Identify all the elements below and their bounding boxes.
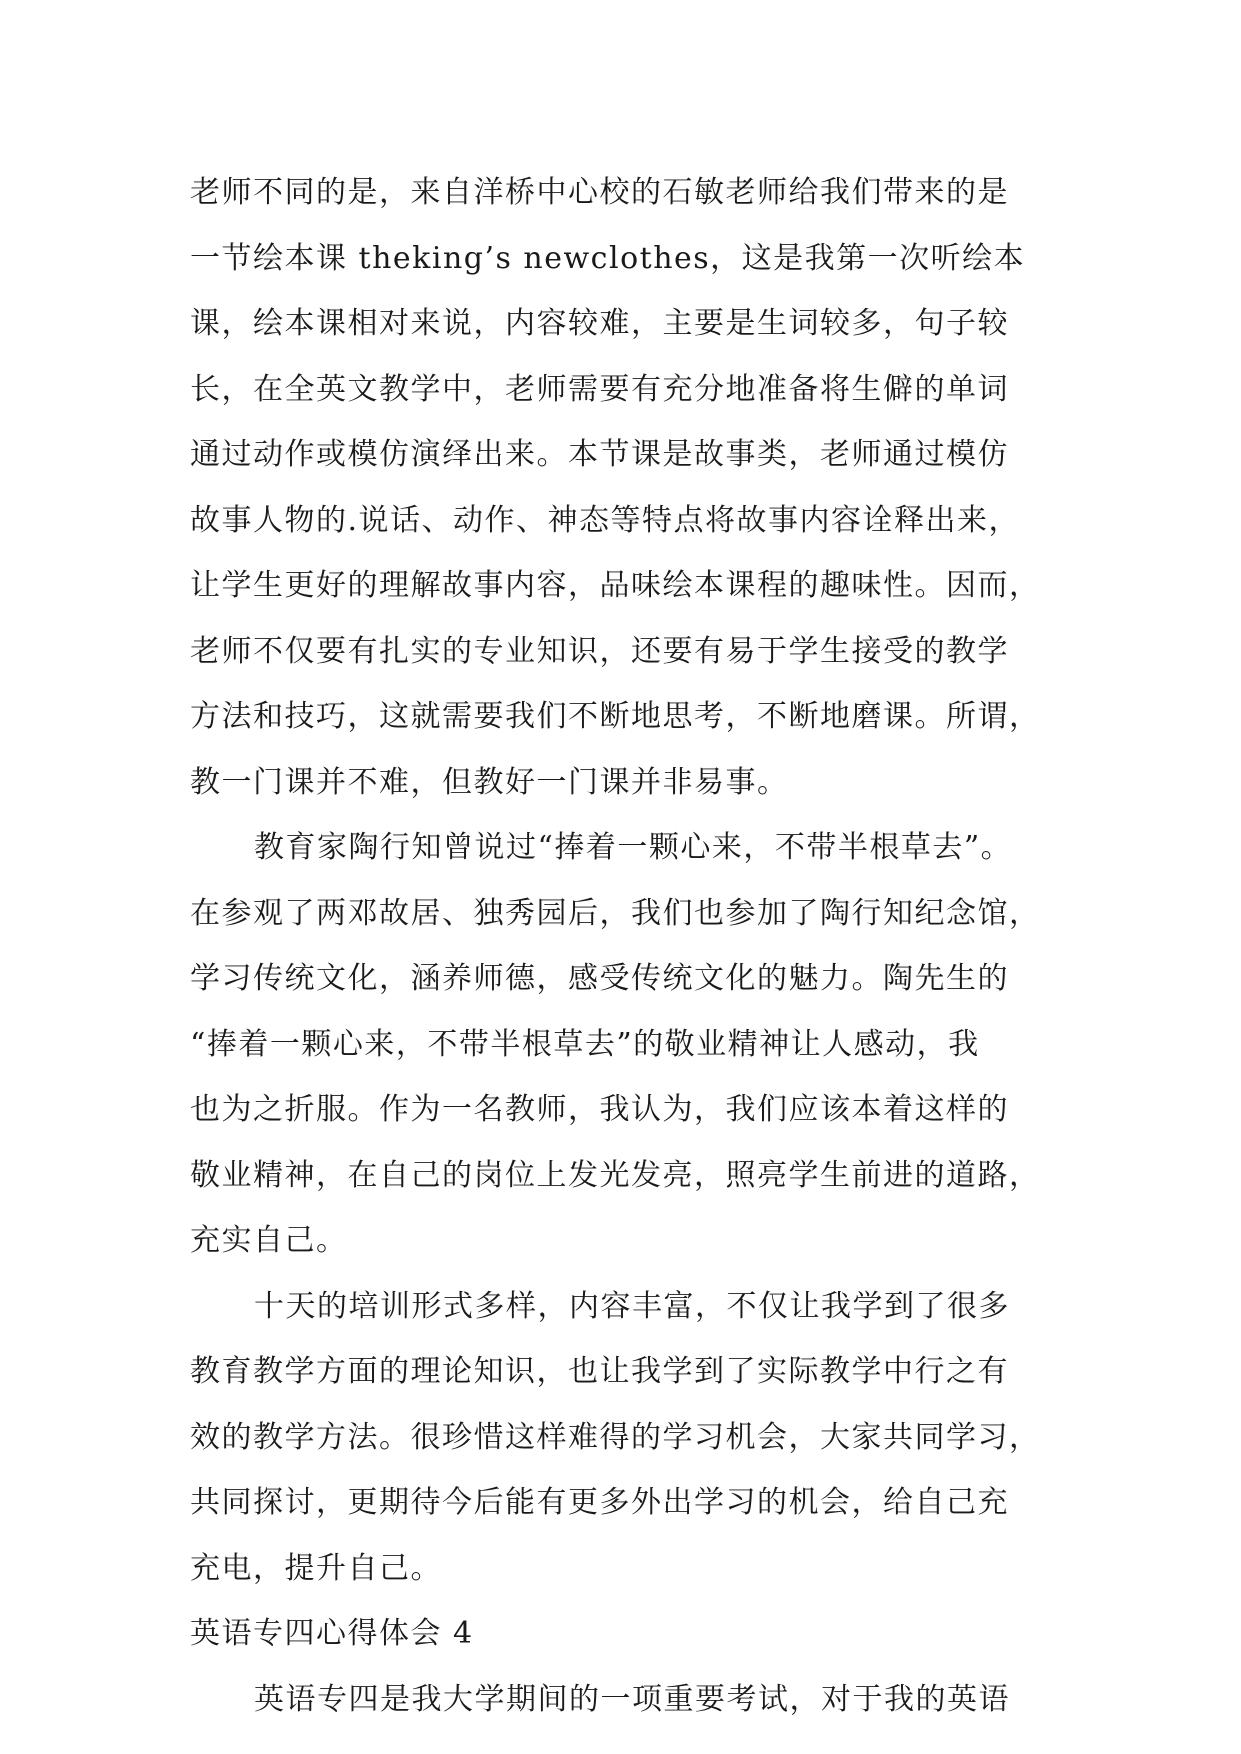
text-line: 敬业精神，在自己的岗位上发光发亮，照亮学生前进的道路， (190, 1157, 1041, 1193)
text-line: 老师不仅要有扎实的专业知识，还要有易于学生接受的教学 (190, 633, 1009, 669)
paragraph-start-line: 十天的培训形式多样，内容丰富，不仅让我学到了很多 (254, 1288, 1010, 1324)
text-line: 课，绘本课相对来说，内容较难，主要是生词较多，句子较 (190, 306, 1009, 341)
section-heading: 英语专四心得体会 4 (190, 1616, 474, 1651)
text-line: 共同探讨，更期待今后能有更多外出学习的机会，给自己充 (190, 1485, 1009, 1520)
paragraph-start-line: 教育家陶行知曾说过“捧着一颗心来，不带半根草去”。 (254, 830, 1013, 865)
text-line: 方法和技巧，这就需要我们不断地思考，不断地磨课。所谓， (190, 699, 1041, 734)
text-line: 学习传统文化，涵养师德，感受传统文化的魅力。陶先生的 (190, 961, 1009, 996)
text-line: 教育教学方面的理论知识，也让我学到了实际教学中行之有 (190, 1354, 1009, 1389)
text-line: 也为之折服。作为一名教师，我认为，我们应该本着这样的 (190, 1092, 1009, 1127)
text-line: 老师不同的是，来自洋桥中心校的石敏老师给我们带来的是 (190, 175, 1009, 210)
paragraph-start-line: 英语专四是我大学期间的一项重要考试，对于我的英语 (254, 1681, 1010, 1717)
document-body (190, 160, 1070, 1732)
text-line: 充电，提升自己。 (190, 1550, 442, 1586)
text-line: 故事人物的.说话、动作、神态等特点将故事内容诠释出来， (190, 502, 1021, 538)
text-line: “捧着一颗心来，不带半根草去”的敬业精神让人感动，我 (190, 1026, 980, 1062)
text-line: 效的教学方法。很珍惜这样难得的学习机会，大家共同学习， (190, 1419, 1041, 1455)
text-line: 充实自己。 (190, 1223, 348, 1258)
text-line: 让学生更好的理解故事内容，品味绘本课程的趣味性。因而， (190, 568, 1041, 603)
text-line: 长，在全英文教学中，老师需要有充分地准备将生僻的单词 (190, 371, 1009, 407)
text-line: 教一门课并不难，但教好一门课并非易事。 (190, 764, 789, 800)
text-line: 通过动作或模仿演绎出来。本节课是故事类，老师通过模仿 (190, 437, 1009, 472)
text-line: 在参观了两邓故居、独秀园后，我们也参加了陶行知纪念馆， (190, 895, 1041, 931)
text-line: 一节绘本课 theking’s newclothes，这是我第一次听绘本 (190, 240, 1026, 276)
